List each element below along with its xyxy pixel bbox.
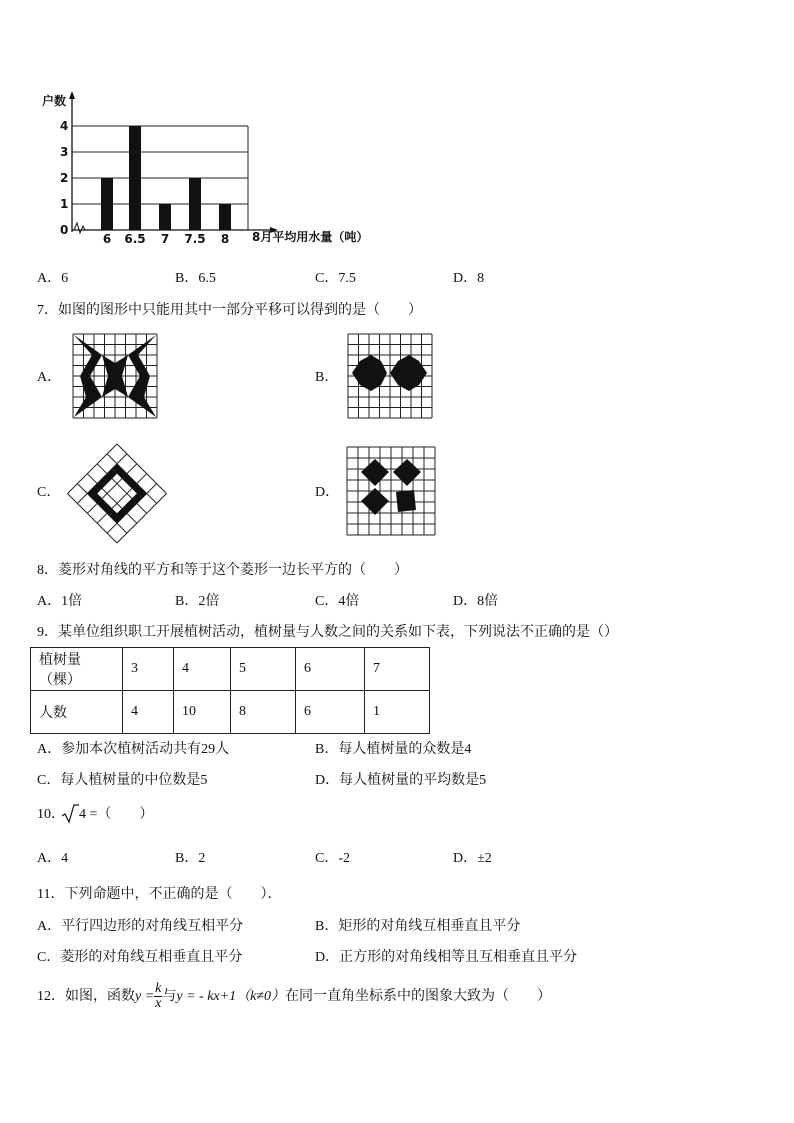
x-tick-label: 7 — [160, 232, 170, 246]
table-cell: 8 — [231, 691, 296, 734]
q12-stem — [37, 982, 551, 1012]
bar — [129, 126, 141, 230]
q6-option-a: A．6 — [37, 271, 69, 286]
q9-option-b: B．每人植树量的众数是4 — [315, 742, 472, 757]
q7-label-c: C． — [37, 485, 61, 500]
q12-suffix: 在同一直角坐标系中的图象大致为（ ） — [285, 989, 551, 1004]
q12-y1: y = — [135, 989, 155, 1004]
x-axis-label: 8月平均用水量（吨） — [252, 230, 369, 244]
q10-suffix: =（ ） — [86, 807, 154, 822]
table-row — [31, 648, 430, 691]
bar — [101, 178, 113, 230]
q7-label-b: B． — [315, 370, 339, 385]
q10-option-a: A．4 — [37, 851, 69, 866]
bar — [159, 204, 171, 230]
table-cell: 人数 — [31, 691, 123, 734]
q7-label-d: D． — [315, 485, 340, 500]
bar — [219, 204, 231, 230]
q10-radicand: 4 — [79, 807, 86, 822]
q11-option-d: D．正方形的对角线相等且互相垂直且平分 — [315, 950, 578, 965]
y-axis-arrow-icon — [69, 91, 75, 99]
q11-option-c: C．菱形的对角线互相垂直且平分 — [37, 950, 243, 965]
radical-sign-icon — [61, 804, 79, 824]
axis-break-icon — [74, 223, 85, 233]
table-cell: 1 — [365, 691, 430, 734]
q7-figure-d — [346, 446, 436, 536]
q10-option-d: D．±2 — [453, 851, 492, 866]
q10-option-c: C．-2 — [315, 851, 350, 866]
table-cell: 4 — [174, 648, 231, 691]
q7-figure-c — [66, 442, 168, 544]
y-tick-label: 2 — [60, 171, 69, 185]
fraction-numerator: k — [155, 981, 162, 997]
table-cell: 6 — [296, 648, 365, 691]
table-cell: 植树量（棵） — [31, 648, 123, 691]
table-cell: 5 — [231, 648, 296, 691]
y-tick-label: 4 — [60, 119, 69, 133]
q9-table — [30, 647, 430, 734]
q6-option-d: D．8 — [453, 271, 485, 286]
q12-mid: 与 — [162, 989, 177, 1004]
q6-option-c: C．7.5 — [315, 271, 356, 286]
y-tick-label: 1 — [60, 197, 69, 211]
q12-prefix: 12．如图，函数 — [37, 989, 135, 1004]
y-axis-label: 户数 — [42, 94, 67, 108]
q7-figure-b — [347, 333, 433, 419]
q11-stem: 11．下列命题中，不正确的是（ ）． — [37, 887, 282, 902]
q8-option-b: B．2倍 — [175, 594, 220, 609]
table-cell: 4 — [123, 691, 174, 734]
q10-option-b: B．2 — [175, 851, 206, 866]
q8-option-a: A．1倍 — [37, 594, 83, 609]
q10-stem — [37, 806, 153, 824]
q8-stem: 8．菱形对角线的平方和等于这个菱形一边长平方的（ ） — [37, 563, 408, 578]
table-cell: 7 — [365, 648, 430, 691]
y-tick-label: 3 — [60, 145, 69, 159]
x-tick-label: 6 — [102, 232, 112, 246]
bar — [189, 178, 201, 230]
x-tick-label: 6.5 — [124, 232, 146, 246]
q7-figure-a — [72, 333, 158, 419]
q8-option-d: D．8倍 — [453, 594, 499, 609]
q6-option-b: B．6.5 — [175, 271, 216, 286]
table-row — [31, 691, 430, 734]
q7-label-a: A． — [37, 370, 62, 385]
table-cell: 3 — [123, 648, 174, 691]
q7-stem: 7．如图的图形中只能用其中一部分平移可以得到的是（ ） — [37, 303, 422, 318]
fraction-denominator: x — [155, 996, 162, 1012]
q10-number: 10． — [37, 807, 65, 822]
sqrt-expression — [65, 806, 86, 824]
q11-option-a: A．平行四边形的对角线互相平分 — [37, 919, 244, 934]
x-tick-label: 7.5 — [184, 232, 206, 246]
q9-option-a: A．参加本次植树活动共有29人 — [37, 742, 230, 757]
y-tick-label: 0 — [60, 223, 69, 237]
q9-option-d: D．每人植树量的平均数是5 — [315, 773, 487, 788]
table-cell: 6 — [296, 691, 365, 734]
table-cell: 10 — [174, 691, 231, 734]
q9-stem: 9．某单位组织职工开展植树活动，植树量与人数之间的关系如下表，下列说法不正确的是（） — [37, 625, 618, 640]
q8-option-c: C．4倍 — [315, 594, 360, 609]
q11-option-b: B．矩形的对角线互相垂直且平分 — [315, 919, 521, 934]
water-usage-bar-chart — [30, 85, 370, 250]
q9-option-c: C．每人植树量的中位数是5 — [37, 773, 208, 788]
x-tick-label: 8 — [220, 232, 230, 246]
q12-y2: y = - kx+1（k≠0） — [176, 989, 285, 1004]
